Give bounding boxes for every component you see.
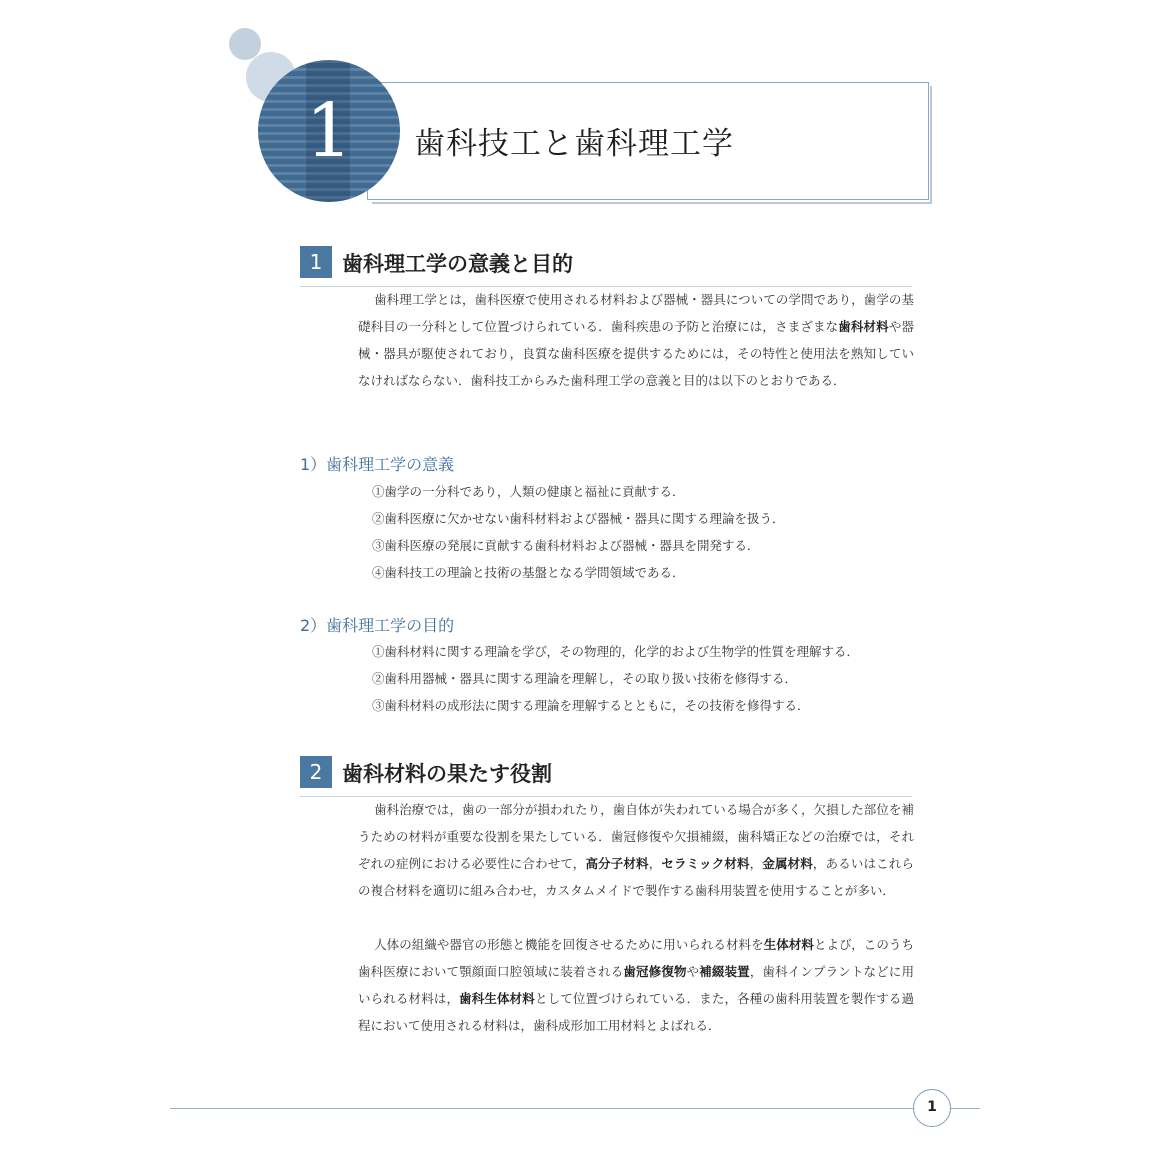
paragraph-text: ，歯科インプラントなどに用いられる材料は， (358, 964, 914, 1006)
key-term: 補綴装置 (699, 964, 750, 979)
significance-list (372, 478, 785, 586)
list-item: ②歯科用器械・器具に関する理論を理解し，その取り扱い技術を修得する． (372, 671, 798, 686)
key-term: 歯冠修復物 (623, 964, 687, 979)
list-item: ③歯科医療の発展に貢献する歯科材料および器械・器具を開発する． (372, 538, 760, 553)
paragraph-text: ， (749, 856, 763, 871)
chapter-number: 1 (305, 88, 353, 174)
paragraph-text: ，あるいはこれらの複合材料を適切に組み合わせ，カスタムメイドで製作する歯科用装置を使用することが多い． (358, 856, 914, 898)
key-term: 歯科生体材料 (459, 991, 535, 1006)
key-term: 金属材料 (762, 856, 813, 871)
paragraph-text: として位置づけられている．また，各種の歯科用装置を製作する過程において使用される材料は，歯科成形加工用材料とよばれる． (358, 991, 914, 1033)
key-term: 生体材料 (763, 937, 814, 952)
section-1-paragraph (358, 286, 914, 394)
paragraph-text: 人体の組織や器官の形態と機能を回復させるために用いられる材料を (374, 937, 764, 952)
chapter-number-badge (258, 60, 400, 202)
list-item: ①歯学の一分科であり，人類の健康と福祉に貢献する． (372, 484, 685, 499)
list-item: ①歯科材料に関する理論を学び，その物理的，化学的および生物学的性質を理解する． (372, 644, 860, 659)
key-term: 歯科材料 (838, 319, 889, 334)
subsection-title-significance: 1）歯科理工学の意義 (300, 455, 455, 474)
chapter-title: 歯科技工と歯科理工学 (414, 126, 734, 162)
section-number-badge: 1 (300, 246, 332, 278)
section-heading-2 (300, 756, 912, 790)
paragraph-text: や器械・器具が駆使されており，良質な歯科医療を提供するためには，その特性と使用法を熟知していなければならない．歯科技工からみた歯科理工学の意義と目的は以下のとおりである． (358, 319, 914, 388)
list-item: ②歯科医療に欠かせない歯科材料および器械・器具に関する理論を扱う． (372, 511, 785, 526)
section-title: 歯科理工学の意義と目的 (342, 252, 573, 276)
paragraph-text: 歯科理工学とは，歯科医療で使用される材料および器械・器具についての学問であり，歯学の基礎科目の一分科として位置づけられている．歯科疾患の予防と治療には，さまざまな (358, 292, 914, 334)
section-number-badge: 2 (300, 756, 332, 788)
section-2-paragraph-2 (358, 931, 914, 1039)
list-item: ③歯科材料の成形法に関する理論を理解するとともに，その技術を修得する． (372, 698, 810, 713)
list-item: ④歯科技工の理論と技術の基盤となる学問領域である． (372, 565, 685, 580)
page-number: 1 (913, 1089, 951, 1127)
paragraph-text: や (686, 964, 700, 979)
section-heading-1 (300, 246, 912, 280)
paragraph-text: 歯科治療では，歯の一部分が損われたり，歯自体が失われている場合が多く，欠損した部位を補うための材料が重要な役割を果たしている．歯冠修復や欠損補綴，歯科矯正などの治療では，それぞれの症例における必要性に合わせて， (358, 802, 914, 871)
paragraph-text: とよび，このうち歯科医療において顎顔面口腔領域に装着される (358, 937, 914, 979)
section-title: 歯科材料の果たす役割 (342, 762, 552, 786)
key-term: 高分子材料 (585, 856, 649, 871)
footer-divider (170, 1108, 980, 1109)
subsection-title-purpose: 2）歯科理工学の目的 (300, 616, 455, 635)
key-term: セラミック材料 (661, 856, 750, 871)
section-2-paragraph-1 (358, 796, 914, 904)
purpose-list (372, 638, 859, 719)
paragraph-text: ， (648, 856, 662, 871)
